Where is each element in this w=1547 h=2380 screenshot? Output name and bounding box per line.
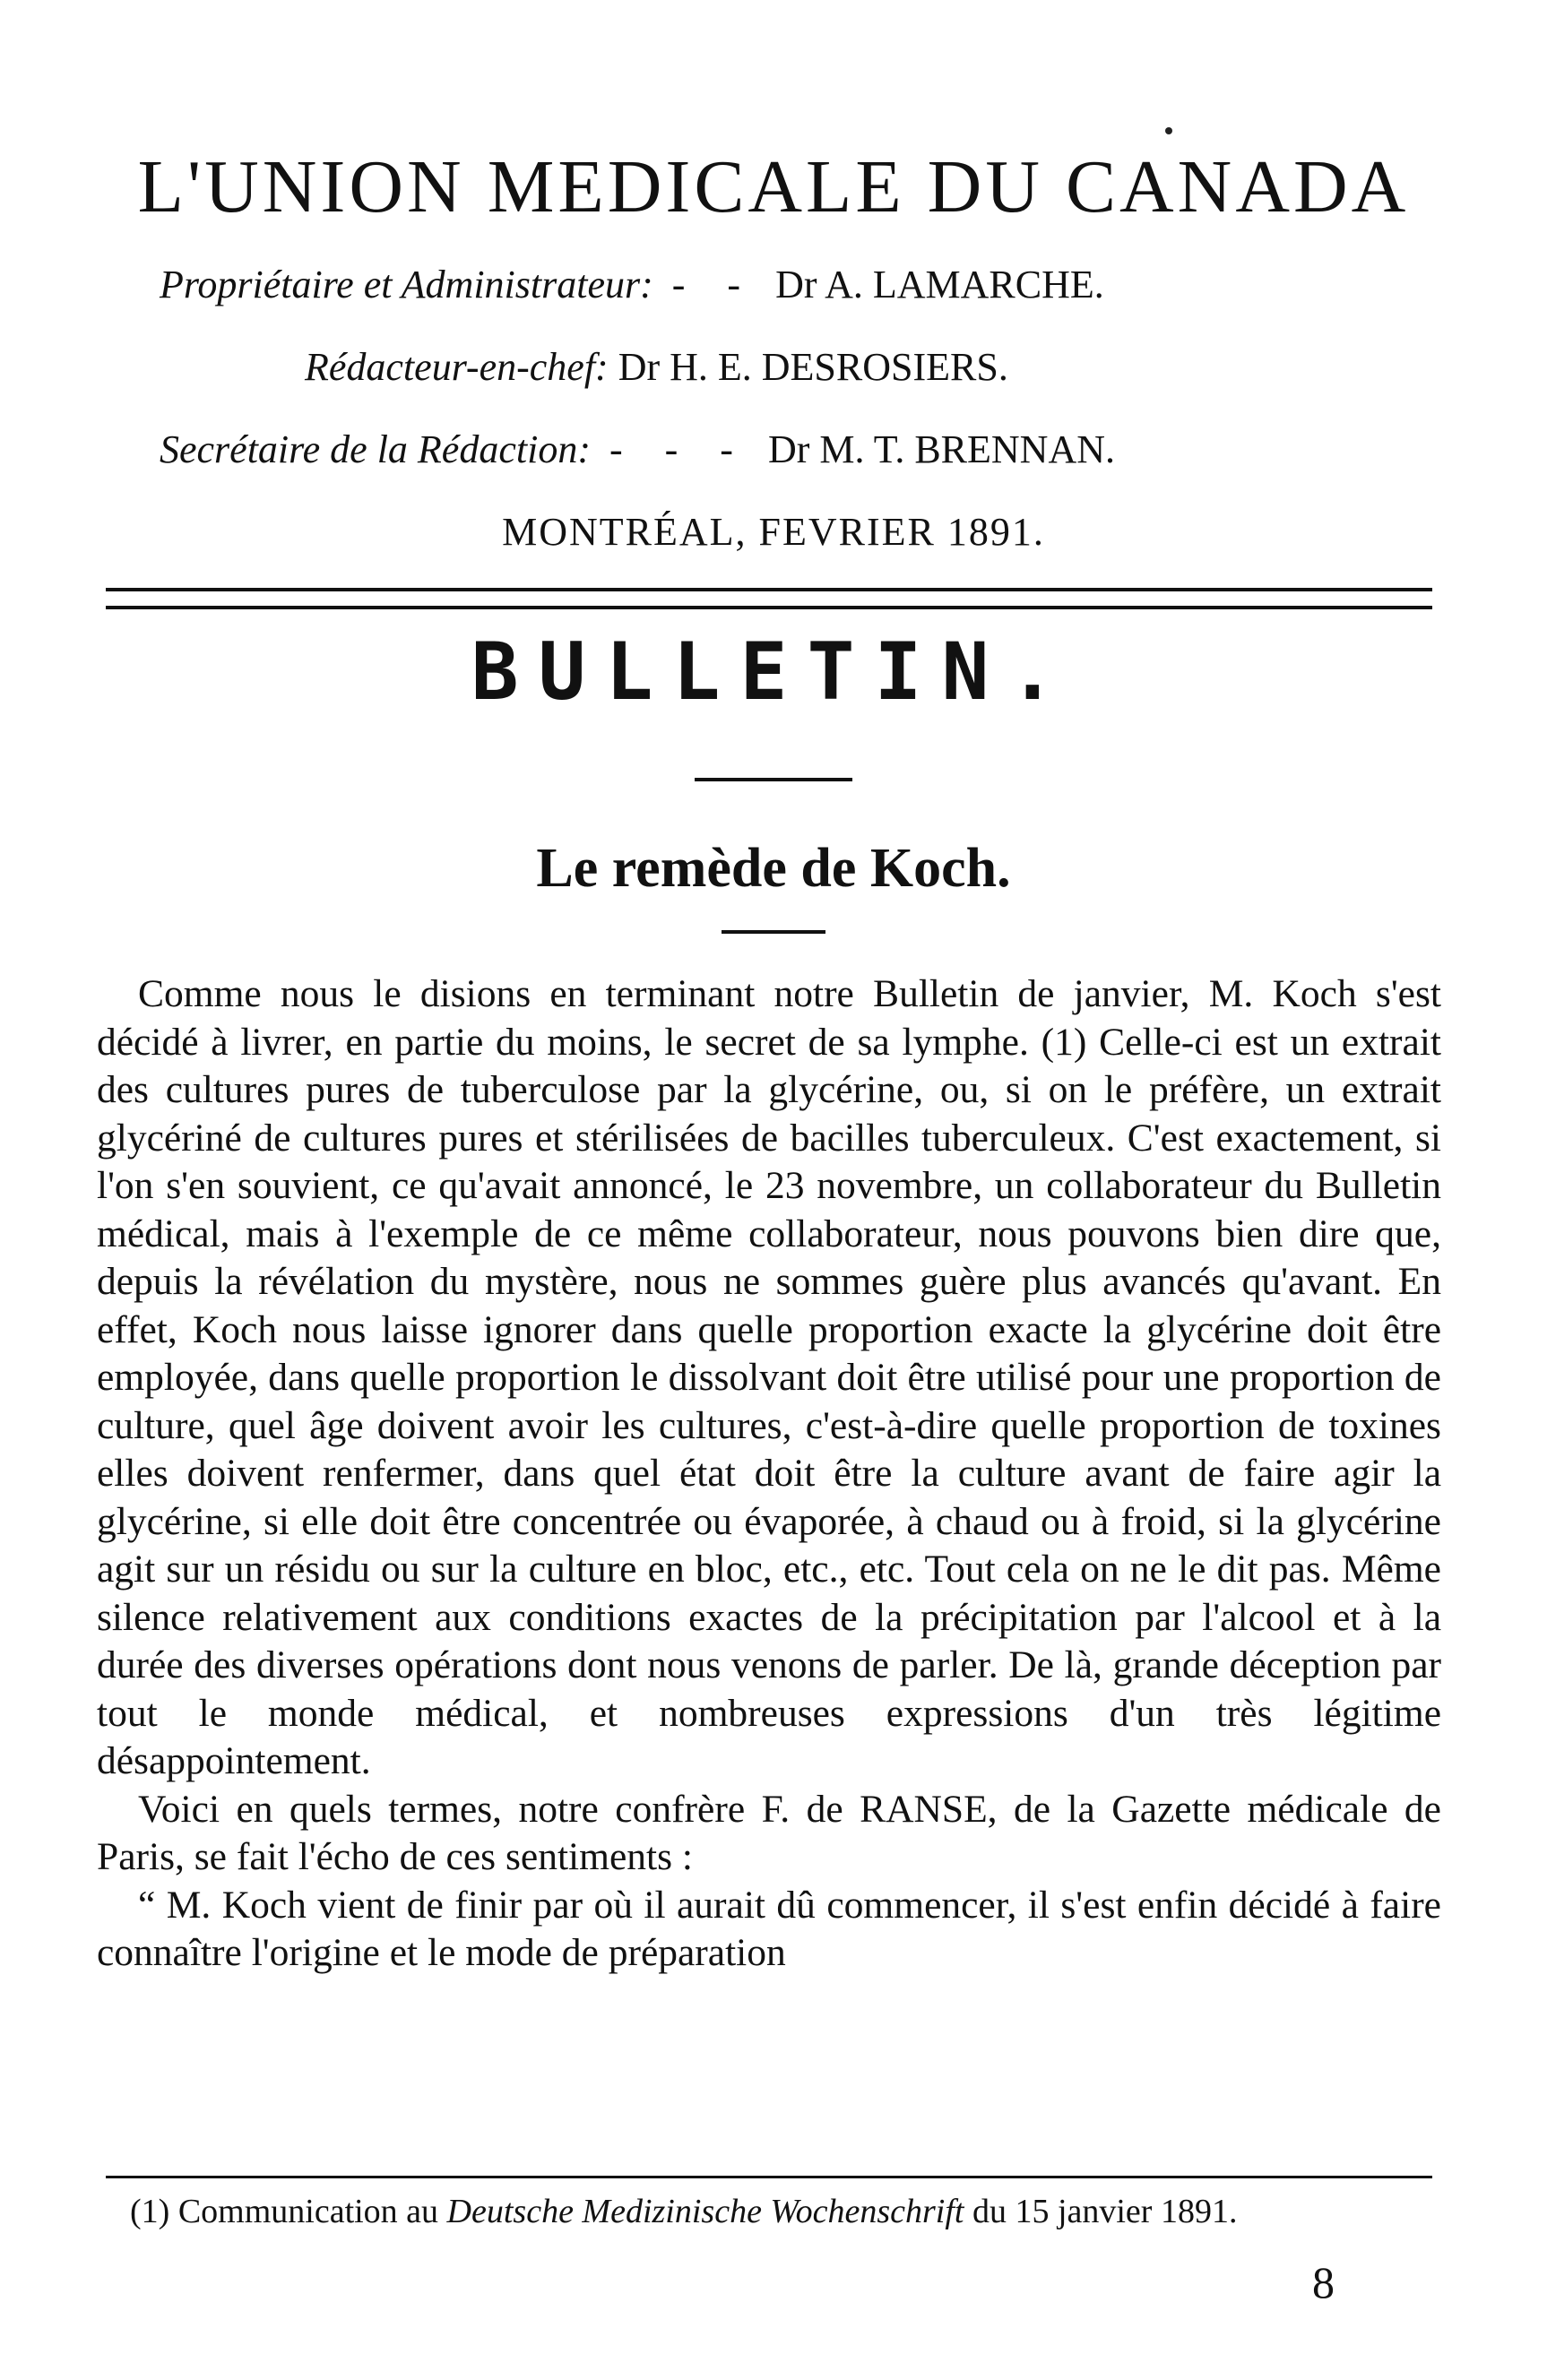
staff-row-proprietor: [160, 262, 1104, 307]
journal-masthead: L'UNION MEDICALE DU CANADA: [137, 145, 1410, 229]
footnote-date: du 15 janvier 1891.: [972, 2193, 1238, 2230]
double-rule-divider: [106, 588, 1432, 609]
article-body: [97, 970, 1441, 1978]
body-paragraph: Voici en quels termes, notre confrère F. de RANSE, de la Gazette médicale de Paris, se fait l'écho de ces sentiments :: [97, 1787, 1441, 1878]
article-title: Le remède de Koch.: [536, 838, 1011, 899]
staff-name: Dr A. LAMARCHE.: [775, 263, 1104, 306]
footnote-text: Communication au: [177, 2193, 439, 2230]
footnote-marker: (1): [130, 2193, 170, 2230]
body-paragraph: Comme nous le disions en terminant notre Bulletin de janvier, M. Koch s'est décidé à livrer, en partie du moins, le secret de sa lymphe. (1) Celle-ci est un extrait des cultures pures de tuberculose par la glycérine, ou, si on le préfère, un extrait glycériné de cultures pures et stérilisées de bacilles tuberculeux. C'est exactement, si l'on s'en souvient, ce qu'avait annoncé, le 23 novembre, un collaborateur du Bulletin médical, mais à l'exemple de ce même collaborateur, nous pouvons bien dire que, depuis la révélation du mystère, nous ne sommes guère plus avancés qu'avant. En effet, Koch nous laisse ignorer dans quelle proportion exacte la glycérine doit être employée, dans quelle proportion le dissolvant doit être utilisé pour une proportion de culture, quel âge doivent avoir les cultures, c'est-à-dire quelle proportion de toxines elles doivent renfermer, dans quel état doit être la culture avant de faire agir la glycérine, si elle doit être concentrée ou évaporée, à chaud ou à froid, si la glycérine agit sur un résidu ou sur la culture en bloc, etc., etc. Tout cela on ne le dit pas. Même silence relativement aux conditions exactes de la précipitation par l'alcool et à la durée des diverses opérations dont nous venons de parler. De là, grande déception par tout le monde médical, et nombreuses expressions d'un très légitime désappointement.: [97, 972, 1441, 1782]
staff-name: Dr M. T. BRENNAN.: [767, 427, 1115, 471]
staff-role: Rédacteur-en-chef:: [305, 345, 609, 389]
staff-leader: - - -: [609, 427, 749, 471]
staff-leader: - -: [671, 263, 757, 306]
staff-name: Dr H. E. DESROSIERS.: [618, 345, 1008, 389]
short-rule-divider: [722, 930, 825, 934]
short-rule-divider: [695, 778, 852, 781]
staff-role: Secrétaire de la Rédaction:: [160, 427, 591, 471]
section-heading: BULLETIN.: [471, 625, 1076, 718]
print-speck: [1165, 127, 1172, 134]
footnote-publication: Deutsche Medizinische Wochenschrift: [446, 2193, 964, 2230]
page-number: 8: [1312, 2257, 1335, 2307]
dateline: MONTRÉAL, FEVRIER 1891.: [502, 510, 1045, 554]
staff-role: Propriétaire et Administrateur:: [160, 263, 653, 306]
footnote-rule: [106, 2176, 1432, 2178]
body-paragraph: “ M. Koch vient de finir par où il aurait dû commencer, il s'est enfin décidé à faire connaître l'origine et le mode de préparation: [97, 1883, 1441, 1974]
footnote: [130, 2192, 1237, 2231]
staff-row-editor: [305, 344, 1008, 390]
staff-row-secretary: [160, 427, 1115, 472]
